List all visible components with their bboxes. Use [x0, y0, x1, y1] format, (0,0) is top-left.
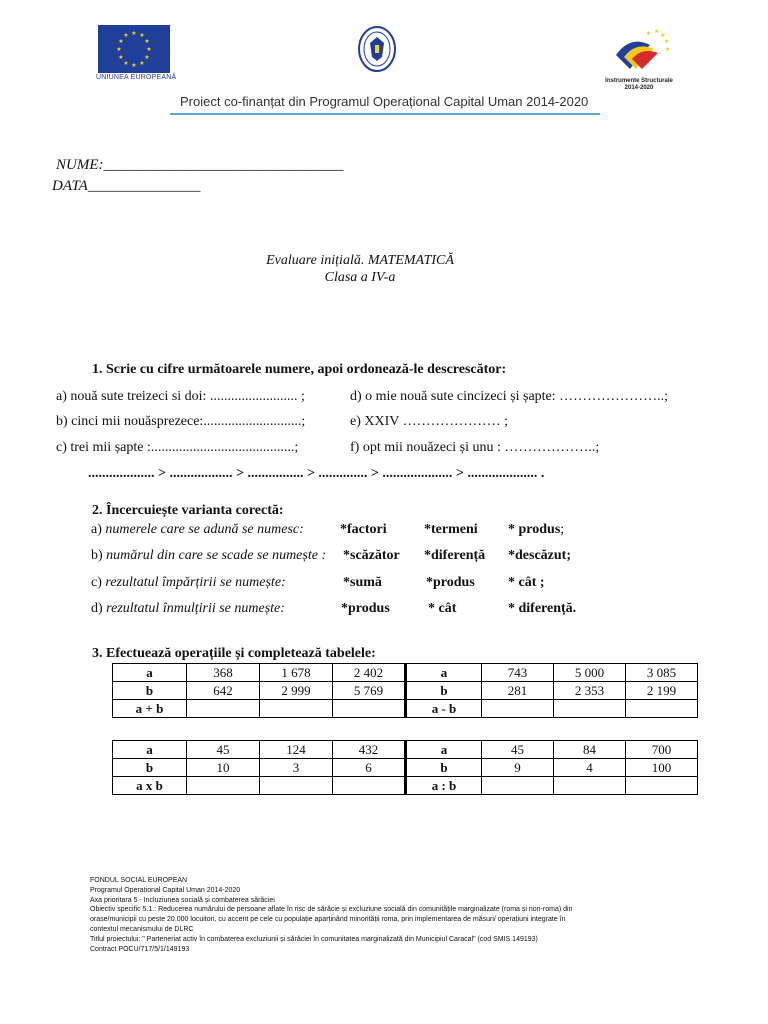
- svg-text:★: ★: [123, 32, 129, 39]
- table-row: [113, 741, 698, 759]
- answer-cell[interactable]: [260, 777, 333, 795]
- ex2-a-end: ;: [560, 522, 565, 537]
- svg-text:★: ★: [646, 30, 652, 37]
- table-cell: 9: [482, 759, 554, 777]
- structural-instruments-label: [604, 78, 674, 92]
- table-row: [113, 777, 698, 795]
- table-cell: 10: [187, 759, 260, 777]
- table-cell: 642: [187, 682, 260, 700]
- test-title: Evaluare inițială. MATEMATICĂ: [266, 253, 454, 268]
- ex1-item-c: c) trei mii șapte :.........................................;: [56, 440, 299, 455]
- structural-instruments-name: Instrumente Structurale: [605, 78, 673, 84]
- ex2-item-d: [91, 601, 285, 617]
- table-multiplication-division: [112, 740, 698, 795]
- answer-cell[interactable]: [187, 777, 260, 795]
- funding-footer: [90, 876, 690, 954]
- svg-text:★: ★: [139, 32, 145, 39]
- table-cell: a: [113, 741, 187, 759]
- table-cell: 2 199: [626, 682, 698, 700]
- answer-cell[interactable]: [626, 777, 698, 795]
- table-cell: 281: [482, 682, 554, 700]
- ex1-heading: 1. Scrie cu cifre următoarele numere, apoi ordonează-le descrescător:: [92, 362, 507, 377]
- answer-cell[interactable]: [554, 700, 626, 718]
- structural-instruments-logo: [610, 25, 670, 77]
- table-cell: b: [113, 759, 187, 777]
- table-row: [113, 759, 698, 777]
- ex3-heading: 3. Efectuează operațiile și completează tabelele:: [92, 646, 376, 661]
- eu-label: UNIUNEA EUROPEANĂ: [96, 74, 177, 81]
- svg-text:★: ★: [660, 32, 666, 39]
- ex2-heading: 2. Încercuiește varianta corectă:: [92, 503, 284, 518]
- answer-cell[interactable]: [482, 700, 554, 718]
- ex2-b-option-1[interactable]: *scăzător: [343, 548, 400, 563]
- footer-line: Axa prioritara 5 - Incluziunea socială și combaterea sărăciei: [90, 896, 275, 904]
- table-cell: 2 999: [260, 682, 333, 700]
- ex1-item-b: b) cinci mii nouăsprezece:............................;: [56, 414, 306, 429]
- answer-cell[interactable]: [187, 700, 260, 718]
- svg-text:★: ★: [116, 46, 122, 53]
- table-row: [113, 682, 698, 700]
- table-cell: a: [113, 664, 187, 682]
- table-cell: 2 353: [554, 682, 626, 700]
- table-cell: 84: [554, 741, 626, 759]
- table-cell: 5 769: [333, 682, 406, 700]
- table-cell: 45: [482, 741, 554, 759]
- ex2-item-prefix: d): [91, 601, 107, 616]
- table-cell: a: [406, 664, 482, 682]
- ex2-d-option-2[interactable]: * cât: [428, 601, 457, 616]
- table-cell: 6: [333, 759, 406, 777]
- ex1-item-d: d) o mie nouă sute cincizeci și șapte: …………………..;: [350, 389, 669, 404]
- svg-text:★: ★: [664, 38, 670, 45]
- ex2-c-option-1[interactable]: *sumă: [343, 575, 382, 590]
- ex1-item-a: a) nouă sute treizeci si doi: ......................... ;: [56, 389, 305, 404]
- ex2-item-c: [91, 575, 286, 591]
- ex2-a-option-1[interactable]: *factori: [340, 522, 387, 537]
- table-cell: 5 000: [554, 664, 626, 682]
- ex2-c-option-3[interactable]: * cât ;: [508, 575, 545, 590]
- svg-text:★: ★: [665, 46, 670, 53]
- svg-text:★: ★: [123, 60, 129, 67]
- table-cell: a : b: [406, 777, 482, 795]
- ex1-item-f: f) opt mii nouăzeci și unu : ………………..;: [350, 440, 600, 455]
- table-cell: 700: [626, 741, 698, 759]
- table-cell: 2 402: [333, 664, 406, 682]
- structural-instruments-years: 2014-2020: [624, 85, 654, 91]
- table-cell: 3: [260, 759, 333, 777]
- table-cell: b: [406, 759, 482, 777]
- ex2-item-prefix: b): [91, 548, 107, 563]
- footer-line: contextul mecanismului de DLRC: [90, 925, 194, 933]
- eu-flag-logo: [98, 25, 170, 73]
- table-row: [113, 664, 698, 682]
- footer-line: Obiectiv specific 5.1.: Reducerea numărului de persoane aflate în risc de sărăcie și excluziune socială din comunitățile marginalizate (roma și non-roma) din: [90, 906, 573, 914]
- table-cell: 4: [554, 759, 626, 777]
- footer-line: Titlul proiectului: " Parteneriat activ în combaterea excluziunii și sărăciei în comunitatea marginalizată din Municipiul Caracal" (cod SMIS 149193): [90, 935, 538, 943]
- ex2-item-a: [91, 522, 304, 538]
- svg-text:★: ★: [118, 54, 124, 61]
- table-cell: b: [406, 682, 482, 700]
- ex1-order-line: ................... > .................. > ................ > .............. > .................... > .................... .: [88, 466, 545, 481]
- table-cell: b: [113, 682, 187, 700]
- table-cell: a: [406, 741, 482, 759]
- table-row: [113, 700, 698, 718]
- table-addition-subtraction: [112, 663, 698, 718]
- answer-cell[interactable]: [626, 700, 698, 718]
- svg-text:★: ★: [144, 38, 150, 45]
- ex2-question: rezultatul înmulțirii se numește:: [106, 601, 285, 616]
- footer-line: Programul Operațional Capital Uman 2014-2020: [90, 886, 241, 894]
- table-cell: 368: [187, 664, 260, 682]
- table-cell: 432: [333, 741, 406, 759]
- svg-text:★: ★: [146, 46, 152, 53]
- footer-line: FONDUL SOCIAL EUROPEAN: [90, 877, 188, 884]
- answer-cell[interactable]: [260, 700, 333, 718]
- government-seal-logo: [358, 25, 396, 73]
- header-divider: [170, 113, 600, 115]
- test-grade: Clasa a IV-a: [324, 270, 396, 285]
- ex2-a-option-3[interactable]: [508, 522, 564, 538]
- ex2-item-b: [91, 548, 326, 564]
- answer-cell[interactable]: [554, 777, 626, 795]
- ex2-b-option-2[interactable]: *diferență: [424, 548, 486, 563]
- table-cell: 3 085: [626, 664, 698, 682]
- table-cell: 124: [260, 741, 333, 759]
- table-cell: 743: [482, 664, 554, 682]
- table-cell: a + b: [113, 700, 187, 718]
- svg-text:★: ★: [118, 38, 124, 45]
- svg-text:★: ★: [144, 54, 150, 61]
- ex2-b-option-3[interactable]: *descăzut;: [508, 548, 571, 563]
- answer-cell[interactable]: [333, 700, 406, 718]
- date-field[interactable]: DATA_______________: [52, 178, 201, 194]
- ex2-question: numărul din care se scade se numește :: [106, 548, 327, 563]
- table-cell: 45: [187, 741, 260, 759]
- ex2-d-option-1[interactable]: *produs: [341, 601, 390, 616]
- ex1-item-e: e) XXIV ………………… ;: [350, 414, 509, 429]
- table-cell: a x b: [113, 777, 187, 795]
- project-title: Proiect co-finanțat din Programul Operațional Capital Uman 2014-2020: [180, 94, 589, 109]
- table-cell: 1 678: [260, 664, 333, 682]
- answer-cell[interactable]: [333, 777, 406, 795]
- footer-line: Contract POCU/717/5/1/149193: [90, 945, 190, 953]
- name-field[interactable]: NUME:________________________________: [56, 157, 344, 173]
- svg-text:★: ★: [131, 30, 137, 37]
- ex2-question: rezultatul împărțirii se numește:: [105, 575, 286, 590]
- footer-line: orase/municipii cu peste 20.000 locuitori, cu accent pe cele cu populație aparținând minorității roma, prin implementarea de măsuri/ operațiuni integrate în: [90, 916, 566, 924]
- ex2-a-option-3-text: * produs: [508, 522, 561, 537]
- ex2-d-option-3[interactable]: * diferență.: [508, 601, 577, 616]
- answer-cell[interactable]: [482, 777, 554, 795]
- ex2-question: numerele care se adună se numesc:: [105, 522, 304, 537]
- ex2-c-option-2[interactable]: *produs: [426, 575, 475, 590]
- ex2-item-prefix: a): [91, 522, 106, 537]
- table-cell: a - b: [406, 700, 482, 718]
- ex2-item-prefix: c): [91, 575, 106, 590]
- table-cell: 100: [626, 759, 698, 777]
- ex2-a-option-2[interactable]: *termeni: [424, 522, 478, 537]
- svg-text:★: ★: [139, 60, 145, 67]
- svg-text:★: ★: [131, 62, 137, 69]
- svg-text:★: ★: [654, 28, 660, 35]
